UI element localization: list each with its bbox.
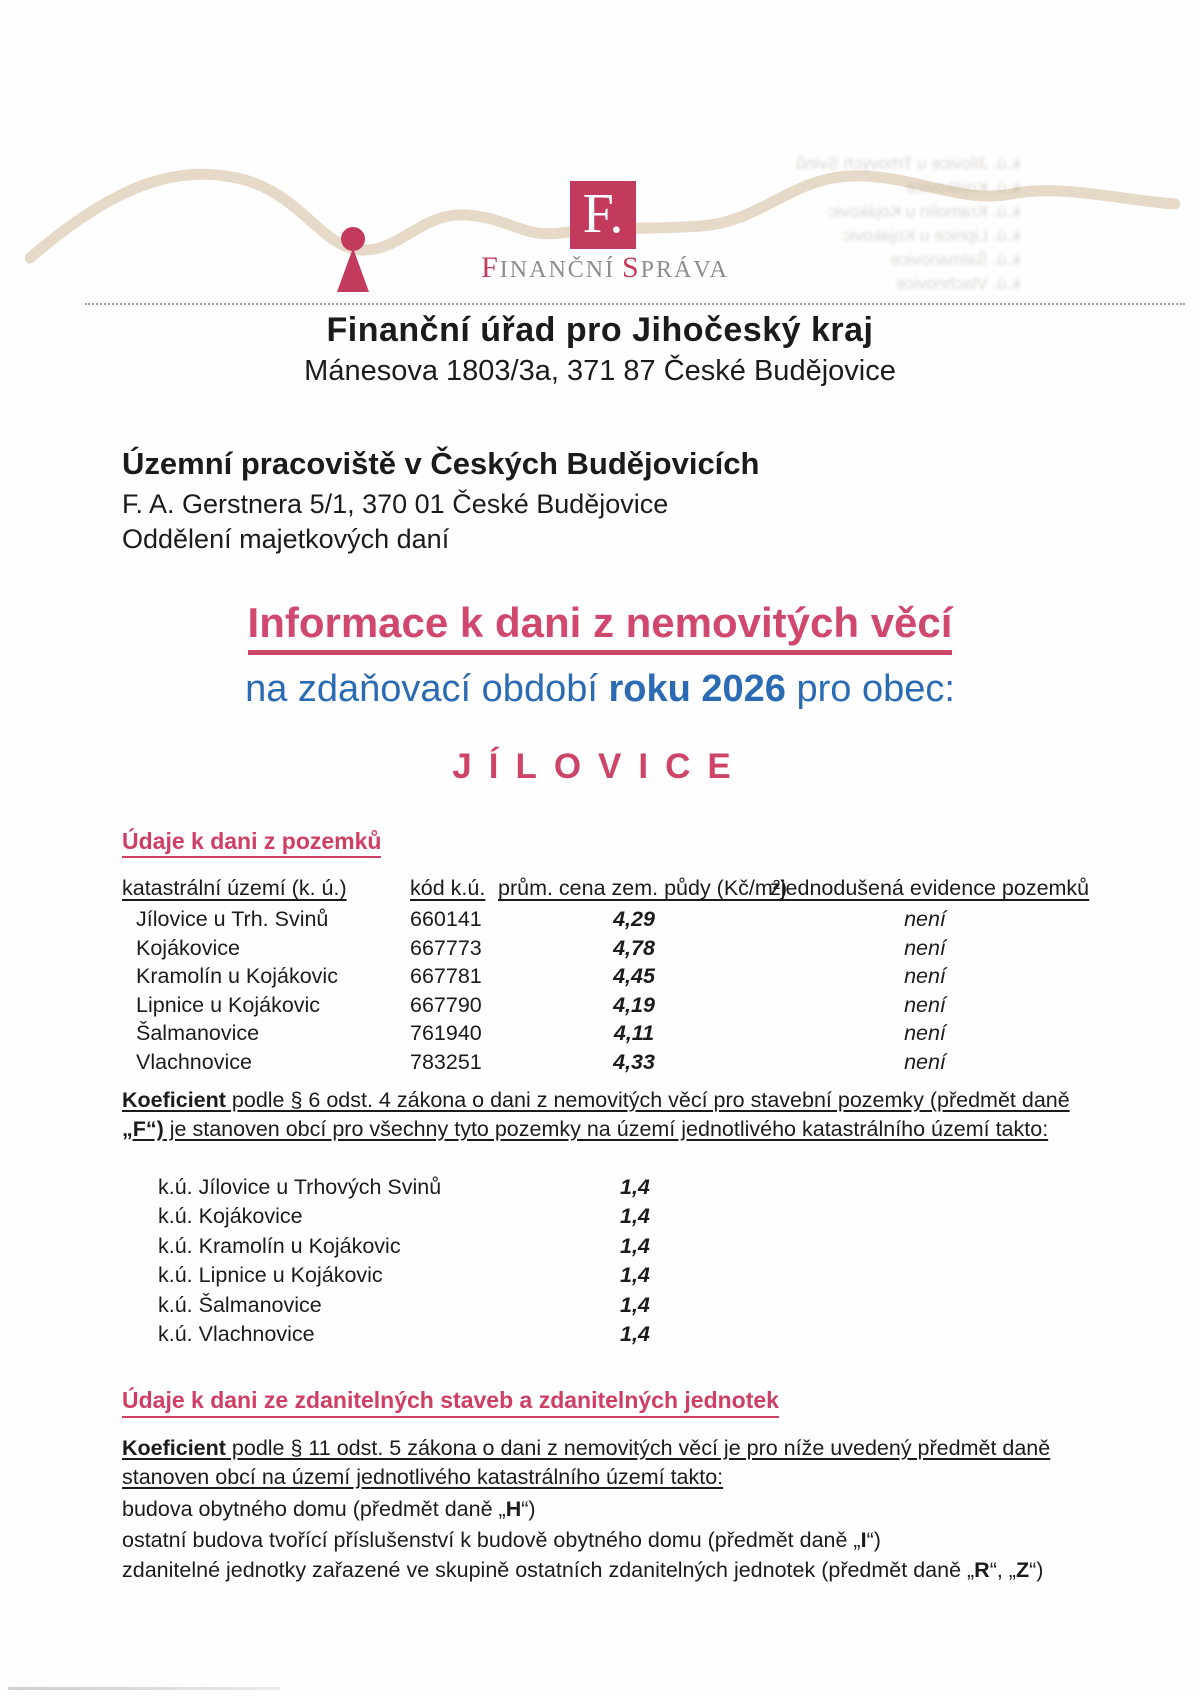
list-item [158,1202,650,1231]
cell-price: 4,45 [613,964,655,989]
cell-code: 667781 [410,964,482,989]
cell-cadastral-area: Lipnice u Kojákovic [136,992,321,1017]
item-label: k.ú. Kramolín u Kojákovic [158,1233,401,1258]
line-text: “) [1029,1558,1044,1582]
item-value: 1,4 [620,1322,650,1347]
municipality-name: JÍLOVICE [452,747,748,786]
separator-dotted-line [85,303,1185,305]
scan-artifact-line [8,1687,280,1690]
cell-code: 667773 [410,935,482,960]
bleed-through-line: k.ú. Kramolín u Kojákovic [828,202,1020,221]
cell-code: 761940 [410,1021,482,1046]
organization-name: Finanční úřad pro Jihočeský kraj [326,311,874,349]
land-table [122,875,1090,1077]
subject-h-code: H [505,1497,522,1521]
item-label: k.ú. Kojákovice [158,1204,303,1229]
bleed-through-line: k.ú. Lipnice u Kojákovic [842,226,1020,245]
line-text: “) [866,1527,881,1552]
table-row [122,1019,1080,1048]
cell-cadastral-area: Šalmanovice [136,1021,260,1046]
subject-f-code: „F“) [122,1116,164,1141]
line-text: ostatní budova tvořící příslušenství k budově obytného domu (předmět daně „ [122,1527,861,1552]
table-row [122,1048,1080,1077]
table-row [122,962,1080,991]
subject-z-code: Z [1015,1558,1030,1582]
land-tax-section [122,828,1090,1077]
subject-i-code: I [860,1527,867,1552]
subtitle-text: na zdaňovací období [245,668,609,710]
table-row [122,991,1080,1020]
cell-code: 783251 [410,1049,482,1074]
cell-evidence: není [904,1021,946,1046]
building-type-line-rz [122,1555,1086,1586]
table-row [122,905,1080,934]
bleed-through-line: k.ú. Vlachnovice [896,274,1020,293]
organization-block [0,311,1200,388]
line-text: “, „ [989,1558,1016,1582]
cell-code: 660141 [410,907,482,931]
subtitle-year: roku 2026 [608,668,786,710]
building-type-lines [122,1494,1086,1586]
table-row [122,934,1080,963]
subject-r-code: R [974,1558,990,1582]
cell-code: 667790 [410,992,482,1017]
item-label: k.ú. Lipnice u Kojákovic [158,1263,383,1288]
brand-letter-s: S [621,251,641,284]
building-type-line-h [122,1494,1086,1525]
table-header-row [122,875,1090,902]
column-header-avg-price: prům. cena zem. půdy (Kč/m²) [498,876,788,900]
buildings-section-heading: Údaje k dani ze zdanitelných staveb a zdanitelných jednotek [122,1386,779,1418]
column-header-simplified-evidence: zjednodušená evidence pozemků [770,876,1090,900]
cell-cadastral-area: Kojákovice [136,935,240,960]
paragraph-text: podle § 6 odst. 4 zákona o dani z nemovitých věcí pro stavební pozemky (předmět daně [225,1088,1070,1112]
bleed-through-line: k.ú. Jílovice u Trhových Svinů [796,154,1020,173]
cell-cadastral-area: Jílovice u Trh. Svinů [136,907,329,931]
office-department: Oddělení majetkových daní [122,524,450,554]
list-item [158,1232,650,1261]
cell-evidence: není [904,935,946,960]
subtitle-text: pro obec: [785,668,955,710]
bleed-through-line: k.ú. Kojákovice [905,178,1020,197]
land-section-heading: Údaje k dani z pozemků [122,828,381,858]
line-text: “) [521,1497,536,1521]
cell-evidence: není [904,964,946,989]
info-subtitle [0,668,1200,711]
coefficient-list [158,1173,650,1349]
cell-cadastral-area: Vlachnovice [136,1049,252,1074]
coefficient-keyword: Koeficient [122,1436,226,1460]
list-item [158,1261,650,1290]
paragraph-text: je stanoven obcí pro všechny tyto pozemky na území jednotlivého katastrálního území takto: [163,1116,1049,1141]
cell-evidence: není [904,907,946,931]
cell-cadastral-area: Kramolín u Kojákovic [136,964,338,989]
financni-sprava-logo: F. [570,181,636,249]
item-value: 1,4 [620,1204,650,1229]
cell-evidence: není [904,1049,946,1074]
coefficient-keyword: Koeficient [122,1088,226,1112]
cell-price: 4,11 [613,1021,655,1046]
office-block [122,446,759,555]
paragraph-text: podle § 11 odst. 5 zákona o dani z nemovitých věcí je pro níže uvedený předmět daně stanoven obcí na území jednotlivého katastrálního území takto: [122,1436,1051,1489]
coefficient-buildings-paragraph [122,1434,1086,1492]
item-value: 1,4 [620,1233,650,1258]
cell-price: 4,19 [613,992,655,1017]
item-value: 1,4 [620,1175,650,1199]
column-header-cadastral-area: katastrální území (k. ú.) [122,876,347,900]
bleed-through-line: k.ú. Šalmanovice [890,250,1020,269]
list-item [158,1320,650,1349]
cell-price: 4,78 [613,935,655,960]
item-label: k.ú. Vlachnovice [158,1322,315,1347]
office-address: F. A. Gerstnera 5/1, 370 01 České Budějovice [122,489,669,519]
buildings-section [122,1386,1086,1586]
brand-wordmark [430,251,780,285]
cell-price: 4,29 [613,907,655,931]
brand-letter-f: F [481,251,500,284]
item-value: 1,4 [620,1263,650,1288]
main-title-block [0,599,1200,711]
office-name: Územní pracoviště v Českých Budějovicích [122,446,760,481]
cell-price: 4,33 [613,1049,655,1074]
coefficient-land-paragraph [122,1086,1086,1143]
item-label: k.ú. Šalmanovice [158,1292,322,1317]
building-type-line-i [122,1525,1086,1556]
column-header-code: kód k.ú. [410,876,486,900]
line-text: budova obytného domu (předmět daně „ [122,1497,506,1521]
cell-evidence: není [904,992,946,1017]
coefficient-land-block [122,1086,1086,1143]
line-text: zdanitelné jednotky zařazené ve skupině ostatních zdanitelných jednotek (předmět daně „ [122,1558,975,1582]
brand-text: PRÁVA [640,257,729,283]
organization-address: Mánesova 1803/3a, 371 87 České Budějovice [304,355,896,387]
list-item [158,1173,650,1202]
item-label: k.ú. Jílovice u Trhových Svinů [158,1175,442,1199]
map-pin-icon [337,248,369,292]
info-heading: Informace k dani z nemovitých věcí [248,599,953,655]
list-item [158,1291,650,1320]
item-value: 1,4 [620,1292,650,1317]
brand-text: INANČNÍ [499,257,616,283]
